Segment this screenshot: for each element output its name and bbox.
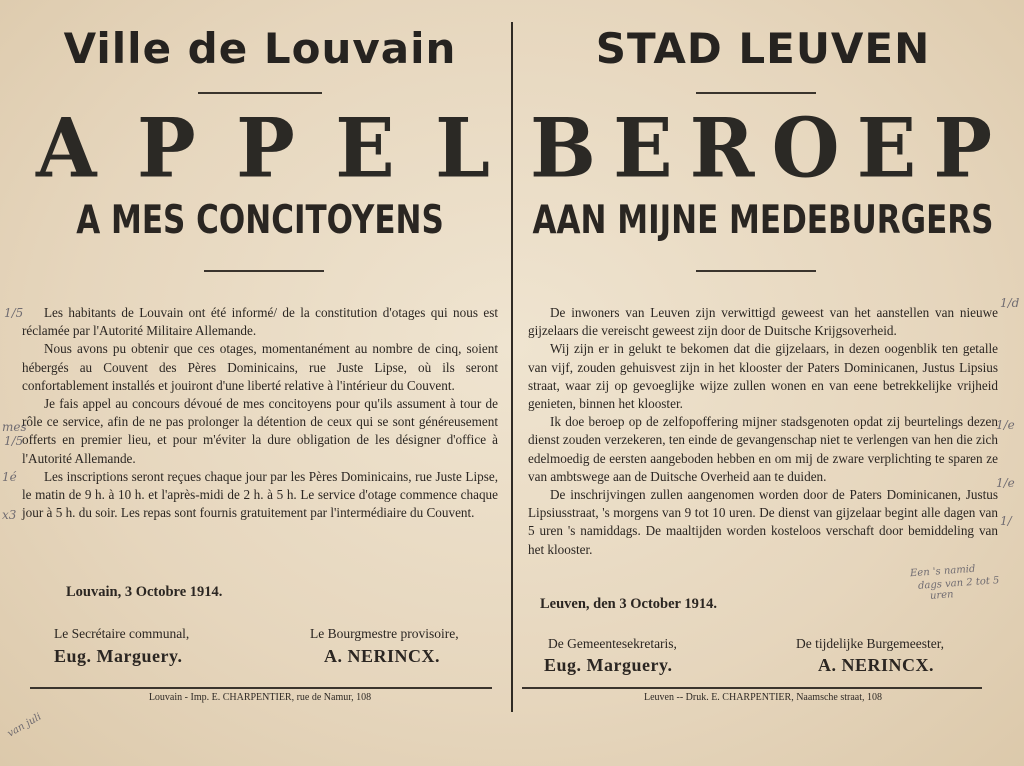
headline-letter: P — [933, 100, 992, 196]
divider — [696, 92, 816, 94]
handwritten-note: uren — [929, 589, 954, 602]
dutch-subtitle: AAN MIJNE MEDEBURGERS — [532, 198, 994, 243]
headline-letter: A — [36, 100, 97, 196]
dutch-printer-imprint: Leuven -- Druk. E. CHARPENTIER, Naamsche straat, 108 — [644, 692, 882, 703]
handwritten-note: mes — [2, 420, 27, 434]
paragraph: Les inscriptions seront reçues chaque jour par les Pères Dominicains, rue Juste Lipse, le matin de 9 h. à 10 h. et l'après-midi de 2 h. à 5 h. Le service d'otage commence chaque jour à 5 h. du soir. Les repas sont fournis gratuitement par l'intermédiaire du Couvent. — [22, 468, 498, 521]
french-secretary-title: Le Secrétaire communal, — [54, 626, 190, 641]
dutch-town-title: STAD LEUVEN — [595, 24, 931, 73]
paragraph: Wij zijn er in gelukt te bekomen dat die gijzelaars, in dezen oogenblik ten getalle van vijf, zouden gehuisvest zijn in het klooster der Paters Dominicanen, Justus Lipsius straat, waar zij op gevoeglijke wijze zullen wonen en van eene betrekkelijke vrijheid genieten, binnen het klooster. — [528, 341, 998, 412]
dutch-date: Leuven, den 3 October 1914. — [540, 596, 717, 612]
handwritten-note: 1/5 — [4, 434, 24, 448]
paragraph: Ik doe beroep op de zelfopoffering mijner stadsgenoten opdat zij beurtelings dezen dienst zouden verzekeren, ten einde de gevangenschap niet te verlengen van hen die zich edelmoedig de eersten aangeboden hebben en om mij de zware verplichting te sparen ze van ambtswege aan de Duitsche Overheid aan te duiden. — [528, 414, 998, 484]
french-body — [22, 304, 498, 522]
paragraph: De inschrijvingen zullen aangenomen worden door de Paters Dominicanen, Justus Lipsiusstraat, 's morgens van 9 tot 10 uren. De dienst van gijzelaar begint alle dagen van 5 uren 's namiddags. De maaltijden worden kosteloos verschaft door bemiddeling van het klooster. — [528, 487, 998, 557]
dutch-body — [528, 304, 998, 559]
french-headline — [22, 100, 498, 196]
handwritten-note: van juli — [5, 711, 44, 740]
handwritten-note: 1/d — [1000, 296, 1020, 310]
french-date: Louvain, 3 Octobre 1914. — [66, 584, 223, 600]
french-mayor-name: A. NERINCX. — [324, 646, 441, 666]
dutch-mayor-title: De tijdelijke Burgemeester, — [796, 636, 945, 651]
divider — [204, 270, 324, 272]
handwritten-note: 1é — [2, 470, 17, 484]
dutch-headline — [528, 100, 998, 196]
french-town-title: Ville de Louvain — [63, 24, 457, 73]
headline-letter: B — [530, 100, 596, 196]
paragraph: Les habitants de Louvain ont été informé/ de la constitution d'otages qui nous est réclamée par l'Autorité Militaire Allemande. — [22, 305, 498, 339]
divider — [198, 92, 322, 94]
dutch-column — [528, 0, 998, 766]
handwritten-note: dags van 2 tot 5 — [917, 575, 1000, 592]
french-secretary-name: Eug. Marguery. — [54, 646, 183, 666]
french-printer-imprint: Louvain - Imp. E. CHARPENTIER, rue de Namur, 108 — [148, 692, 372, 703]
handwritten-note: Een 's namid — [909, 563, 976, 580]
center-divider — [511, 22, 513, 712]
headline-letter: P — [236, 100, 295, 196]
handwritten-note: x3 — [2, 508, 17, 522]
headline-letter: E — [856, 100, 917, 196]
dutch-secretary-name: Eug. Marguery. — [544, 655, 673, 675]
handwritten-note: 1/ — [1000, 514, 1012, 528]
headline-letter: E — [613, 100, 673, 196]
headline-letter: E — [335, 100, 395, 196]
paragraph: Je fais appel au concours dévoué de mes concitoyens pour qu'ils assument à tour de rôle ce service, afin de ne pas prolonger la détention de ceux qui se sont généreusement offerts en premier lieu, et pour m'éviter la dure obligation de les désigner d'office à l'Autorité Allemande. — [22, 396, 498, 466]
handwritten-note: 1/e — [996, 418, 1015, 432]
paragraph: Nous avons pu obtenir que ces otages, momentanément au nombre de cinq, soient hébergés au Couvent des Pères Dominicains, rue Juste Lipse, où ils seront confortablement installés et jouiront d'une liberté relative à l'intérieur du Couvent. — [22, 341, 498, 393]
bottom-rule — [30, 687, 492, 689]
dutch-mayor-name: A. NERINCX. — [818, 655, 935, 675]
french-column — [22, 0, 498, 766]
dutch-secretary-title: De Gemeentesekretaris, — [548, 636, 677, 651]
paragraph: De inwoners van Leuven zijn verwittigd geweest van het aanstellen van nieuwe gijzelaars die vereischt geweest zijn door de Duitsche Krijgsoverheid. — [528, 305, 998, 339]
bottom-rule — [522, 687, 982, 689]
french-mayor-title: Le Bourgmestre provisoire, — [310, 626, 459, 641]
headline-letter: P — [136, 100, 196, 196]
headline-letter: L — [435, 100, 490, 196]
handwritten-note: 1/5 — [4, 306, 24, 320]
french-subtitle: A MES CONCITOYENS — [76, 198, 444, 243]
headline-letter: O — [771, 100, 840, 196]
handwritten-note: 1/e — [996, 476, 1015, 490]
divider — [696, 270, 816, 272]
headline-letter: R — [689, 100, 755, 196]
